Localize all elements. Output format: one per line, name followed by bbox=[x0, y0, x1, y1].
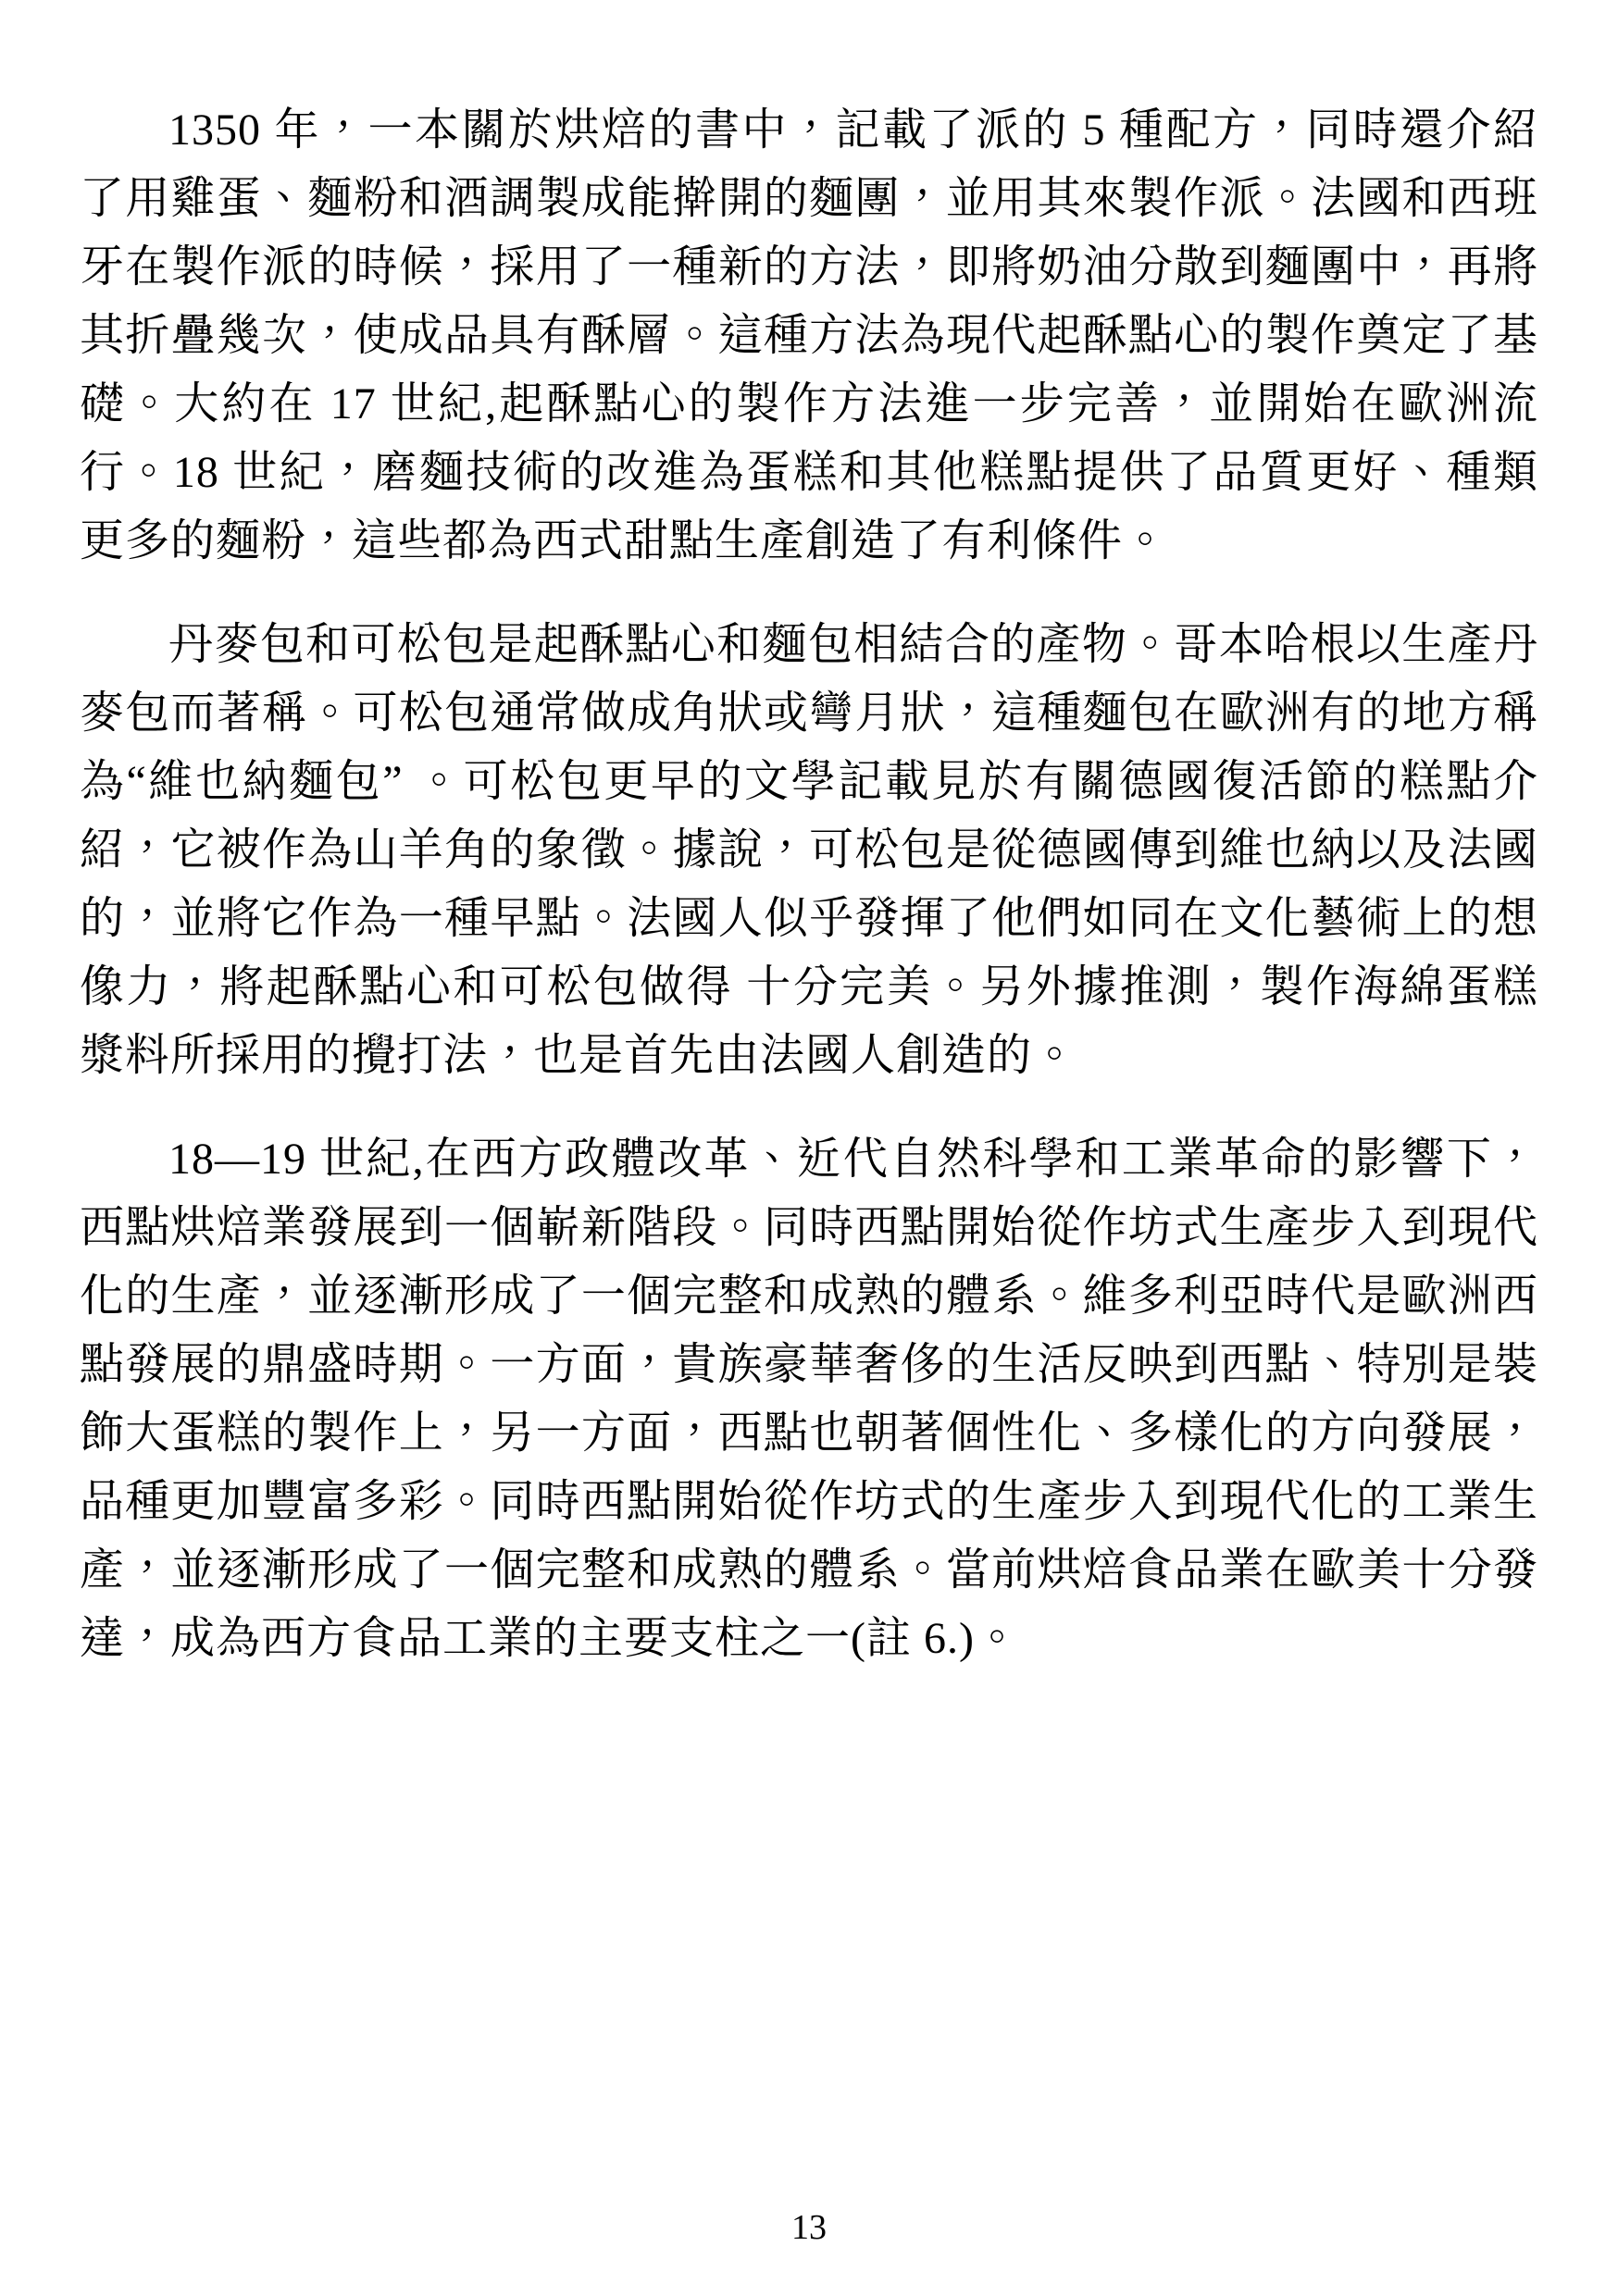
paragraph-baking-history-1350: 1350 年，一本關於烘焙的書中，記載了派的 5 種配方，同時還介紹了用雞蛋、麵粉和酒調製成能擀開的麵團，並用其來製作派。法國和西班牙在製作派的時候，採用了一種新的方法，即將奶油分散到麵團中，再將其折疊幾次，使成品具有酥層。這種方法為現代起酥點心的製作奠定了基礎。大約在 17 世紀,起酥點心的製作方法進一步完善，並開始在歐洲流行。18 世紀，磨麵技術的改進為蛋糕和其他糕點提供了品質更好、種類更多的麵粉，這些都為西式甜點生產創造了有利條件。 bbox=[80, 105, 1538, 565]
paragraph-danish-croissant: 丹麥包和可松包是起酥點心和麵包相結合的產物。哥本哈根以生產丹麥包而著稱。可松包通常做成角狀或彎月狀，這種麵包在歐洲有的地方稱為“維也納麵包” 。可松包更早的文學記載見於有關德國復活節的糕點介紹，它被作為山羊角的象徵。據說，可松包是從德國傳到維也納以及法國的，並將它作為一種早點。法國人似乎發揮了他們如同在文化藝術上的想像力，將起酥點心和可松包做得 十分完美。另外據推測，製作海綿蛋糕漿料所採用的攪打法，也是首先由法國人創造的。 bbox=[80, 620, 1538, 1080]
paragraph-18-19-century: 18—19 世紀,在西方政體改革、近代自然科學和工業革命的影響下，西點烘焙業發展到一個嶄新階段。同時西點開始從作坊式生產步入到現代化的生產，並逐漸形成了一個完整和成熟的體系。維多利亞時代是歐洲西點發展的鼎盛時期。一方面，貴族豪華奢侈的生活反映到西點、特別是裝飾大蛋糕的製作上，另一方面，西點也朝著個性化、多樣化的方向發展，品種更加豐富多彩。同時西點開始從作坊式的生產步入到現代化的工業生產，並逐漸形成了一個完整和成熟的體系。當前烘焙食品業在歐美十分發達，成為西方食品工業的主要支柱之一(註 6.)。 bbox=[80, 1135, 1538, 1663]
page-number: 13 bbox=[791, 2208, 827, 2247]
